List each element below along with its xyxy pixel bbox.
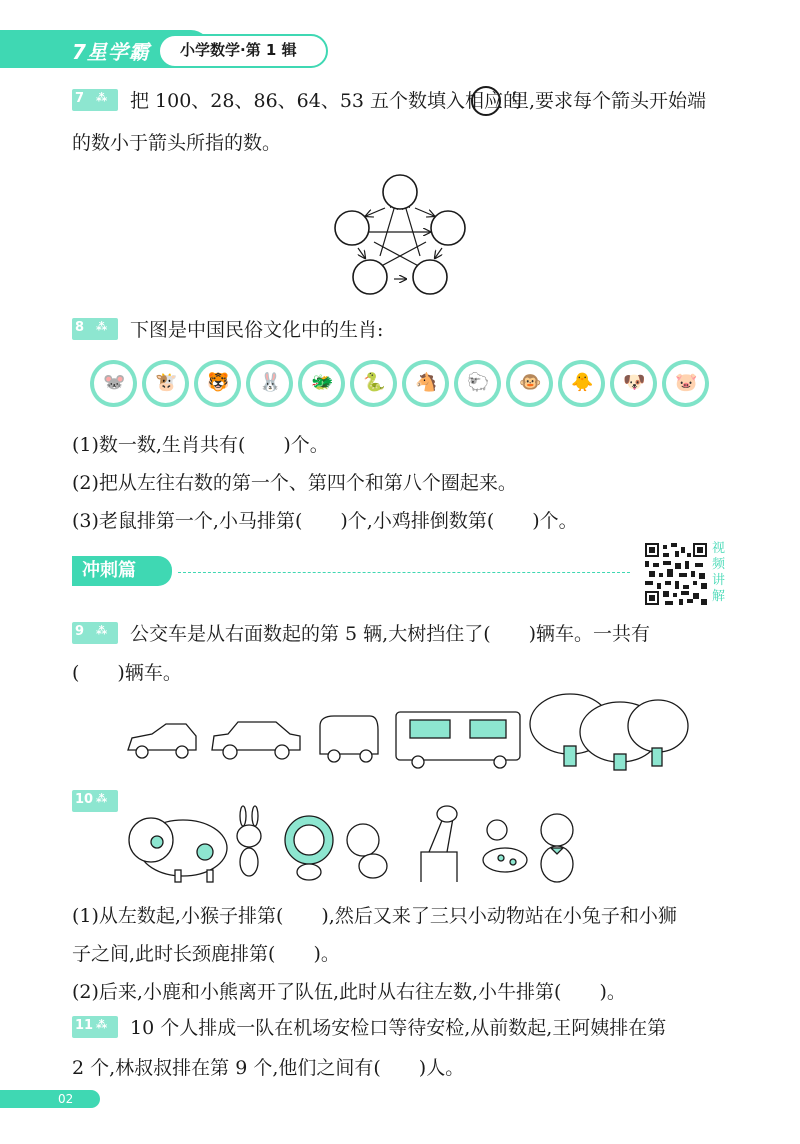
bus-icon (396, 712, 520, 768)
arrow (380, 202, 396, 256)
goat-icon: 🐑 (454, 360, 501, 407)
q7-line1a: 把 100、28、86、64、53 五个数填入相应的 (130, 90, 523, 112)
answer-circle (353, 260, 387, 294)
header-subtitle: 小学数学·第 1 辑 (180, 41, 297, 59)
qr-code-icon[interactable] (645, 543, 707, 605)
rabbit-icon (237, 806, 261, 876)
question-badge-8: 8 ⁂ (72, 318, 118, 340)
trees-icon (530, 694, 688, 770)
answer-circle (413, 260, 447, 294)
rat-icon: 🐭 (90, 360, 137, 407)
q11-line1: 10 个人排成一队在机场安检口等待安检,从前数起,王阿姨排在第 (130, 1017, 667, 1039)
section-divider (178, 572, 630, 573)
difficulty-stars-icon: ⁂ (96, 91, 107, 104)
ox-icon: 🐮 (142, 360, 189, 407)
rabbit-icon: 🐰 (246, 360, 293, 407)
dragon-icon: 🐲 (298, 360, 345, 407)
q10-sub1a: (1)从左数起,小猴子排第( ),然后又来了三只小动物站在小兔子和小狮 (72, 905, 677, 927)
section-title-sprint: 冲刺篇 (72, 556, 172, 586)
arrow (366, 208, 385, 216)
answer-circle-icon (471, 86, 501, 116)
suv-icon (212, 722, 300, 759)
q10-sub2: (2)后来,小鹿和小熊离开了队伍,此时从右往左数,小牛排第( )。 (72, 981, 626, 1003)
bear-icon (541, 814, 573, 882)
snake-icon: 🐍 (350, 360, 397, 407)
question-badge-7: 7 ⁂ (72, 89, 118, 111)
q8-sub2: (2)把从左往右数的第一个、第四个和第八个圈起来。 (72, 472, 517, 494)
zodiac-row (90, 360, 710, 410)
q9-line1: 公交车是从右面数起的第 5 辆,大树挡住了( )辆车。一共有 (130, 623, 651, 645)
difficulty-stars-icon: ⁂ (96, 792, 107, 805)
qr-caption: 视频讲解 (712, 541, 726, 604)
pig-icon: 🐷 (662, 360, 709, 407)
difficulty-stars-icon: ⁂ (96, 1018, 107, 1031)
arrow (358, 248, 365, 258)
van-icon (320, 716, 378, 762)
tiger-icon: 🐯 (194, 360, 241, 407)
difficulty-stars-icon: ⁂ (96, 624, 107, 637)
arrow (415, 208, 434, 216)
giraffe-icon (421, 806, 457, 882)
question-badge-11: 11 ⁂ (72, 1016, 118, 1038)
q10-sub1b: 子之间,此时长颈鹿排第( )。 (72, 943, 340, 965)
answer-circle (383, 175, 417, 209)
q7-line2: 的数小于箭头所指的数。 (72, 132, 282, 154)
deer-icon (483, 820, 527, 872)
q8-sub3: (3)老鼠排第一个,小马排第( )个,小鸡排倒数第( )个。 (72, 510, 578, 532)
question-badge-9: 9 ⁂ (72, 622, 118, 644)
dog-icon: 🐶 (610, 360, 657, 407)
footer-band (0, 1090, 100, 1108)
arrow (404, 202, 420, 256)
sedan-icon (128, 724, 196, 758)
q11-line2: 2 个,林叔叔排在第 9 个,他们之间有( )人。 (72, 1057, 465, 1079)
difficulty-stars-icon: ⁂ (96, 320, 107, 333)
cow-icon (129, 818, 227, 882)
animals-illustration (125, 796, 585, 888)
answer-circle (335, 211, 369, 245)
brand-logo: 7星学霸 (72, 40, 150, 64)
lion-cub-icon (347, 824, 387, 878)
q9-line2: ( )辆车。 (72, 662, 182, 684)
arrow (435, 248, 442, 258)
question-badge-10: 10 ⁂ (72, 790, 118, 812)
monkey-icon: 🐵 (506, 360, 553, 407)
page-number: 02 (58, 1092, 74, 1106)
rooster-icon: 🐥 (558, 360, 605, 407)
lion-icon (285, 816, 333, 880)
answer-circle (431, 211, 465, 245)
q8-text: 下图是中国民俗文化中的生肖: (130, 319, 384, 341)
q7-line1b: 里,要求每个箭头开始端 (510, 90, 707, 112)
q8-sub1: (1)数一数,生肖共有( )个。 (72, 434, 329, 456)
horse-icon: 🐴 (402, 360, 449, 407)
vehicles-illustration (120, 690, 690, 780)
number-star-diagram (330, 170, 470, 300)
